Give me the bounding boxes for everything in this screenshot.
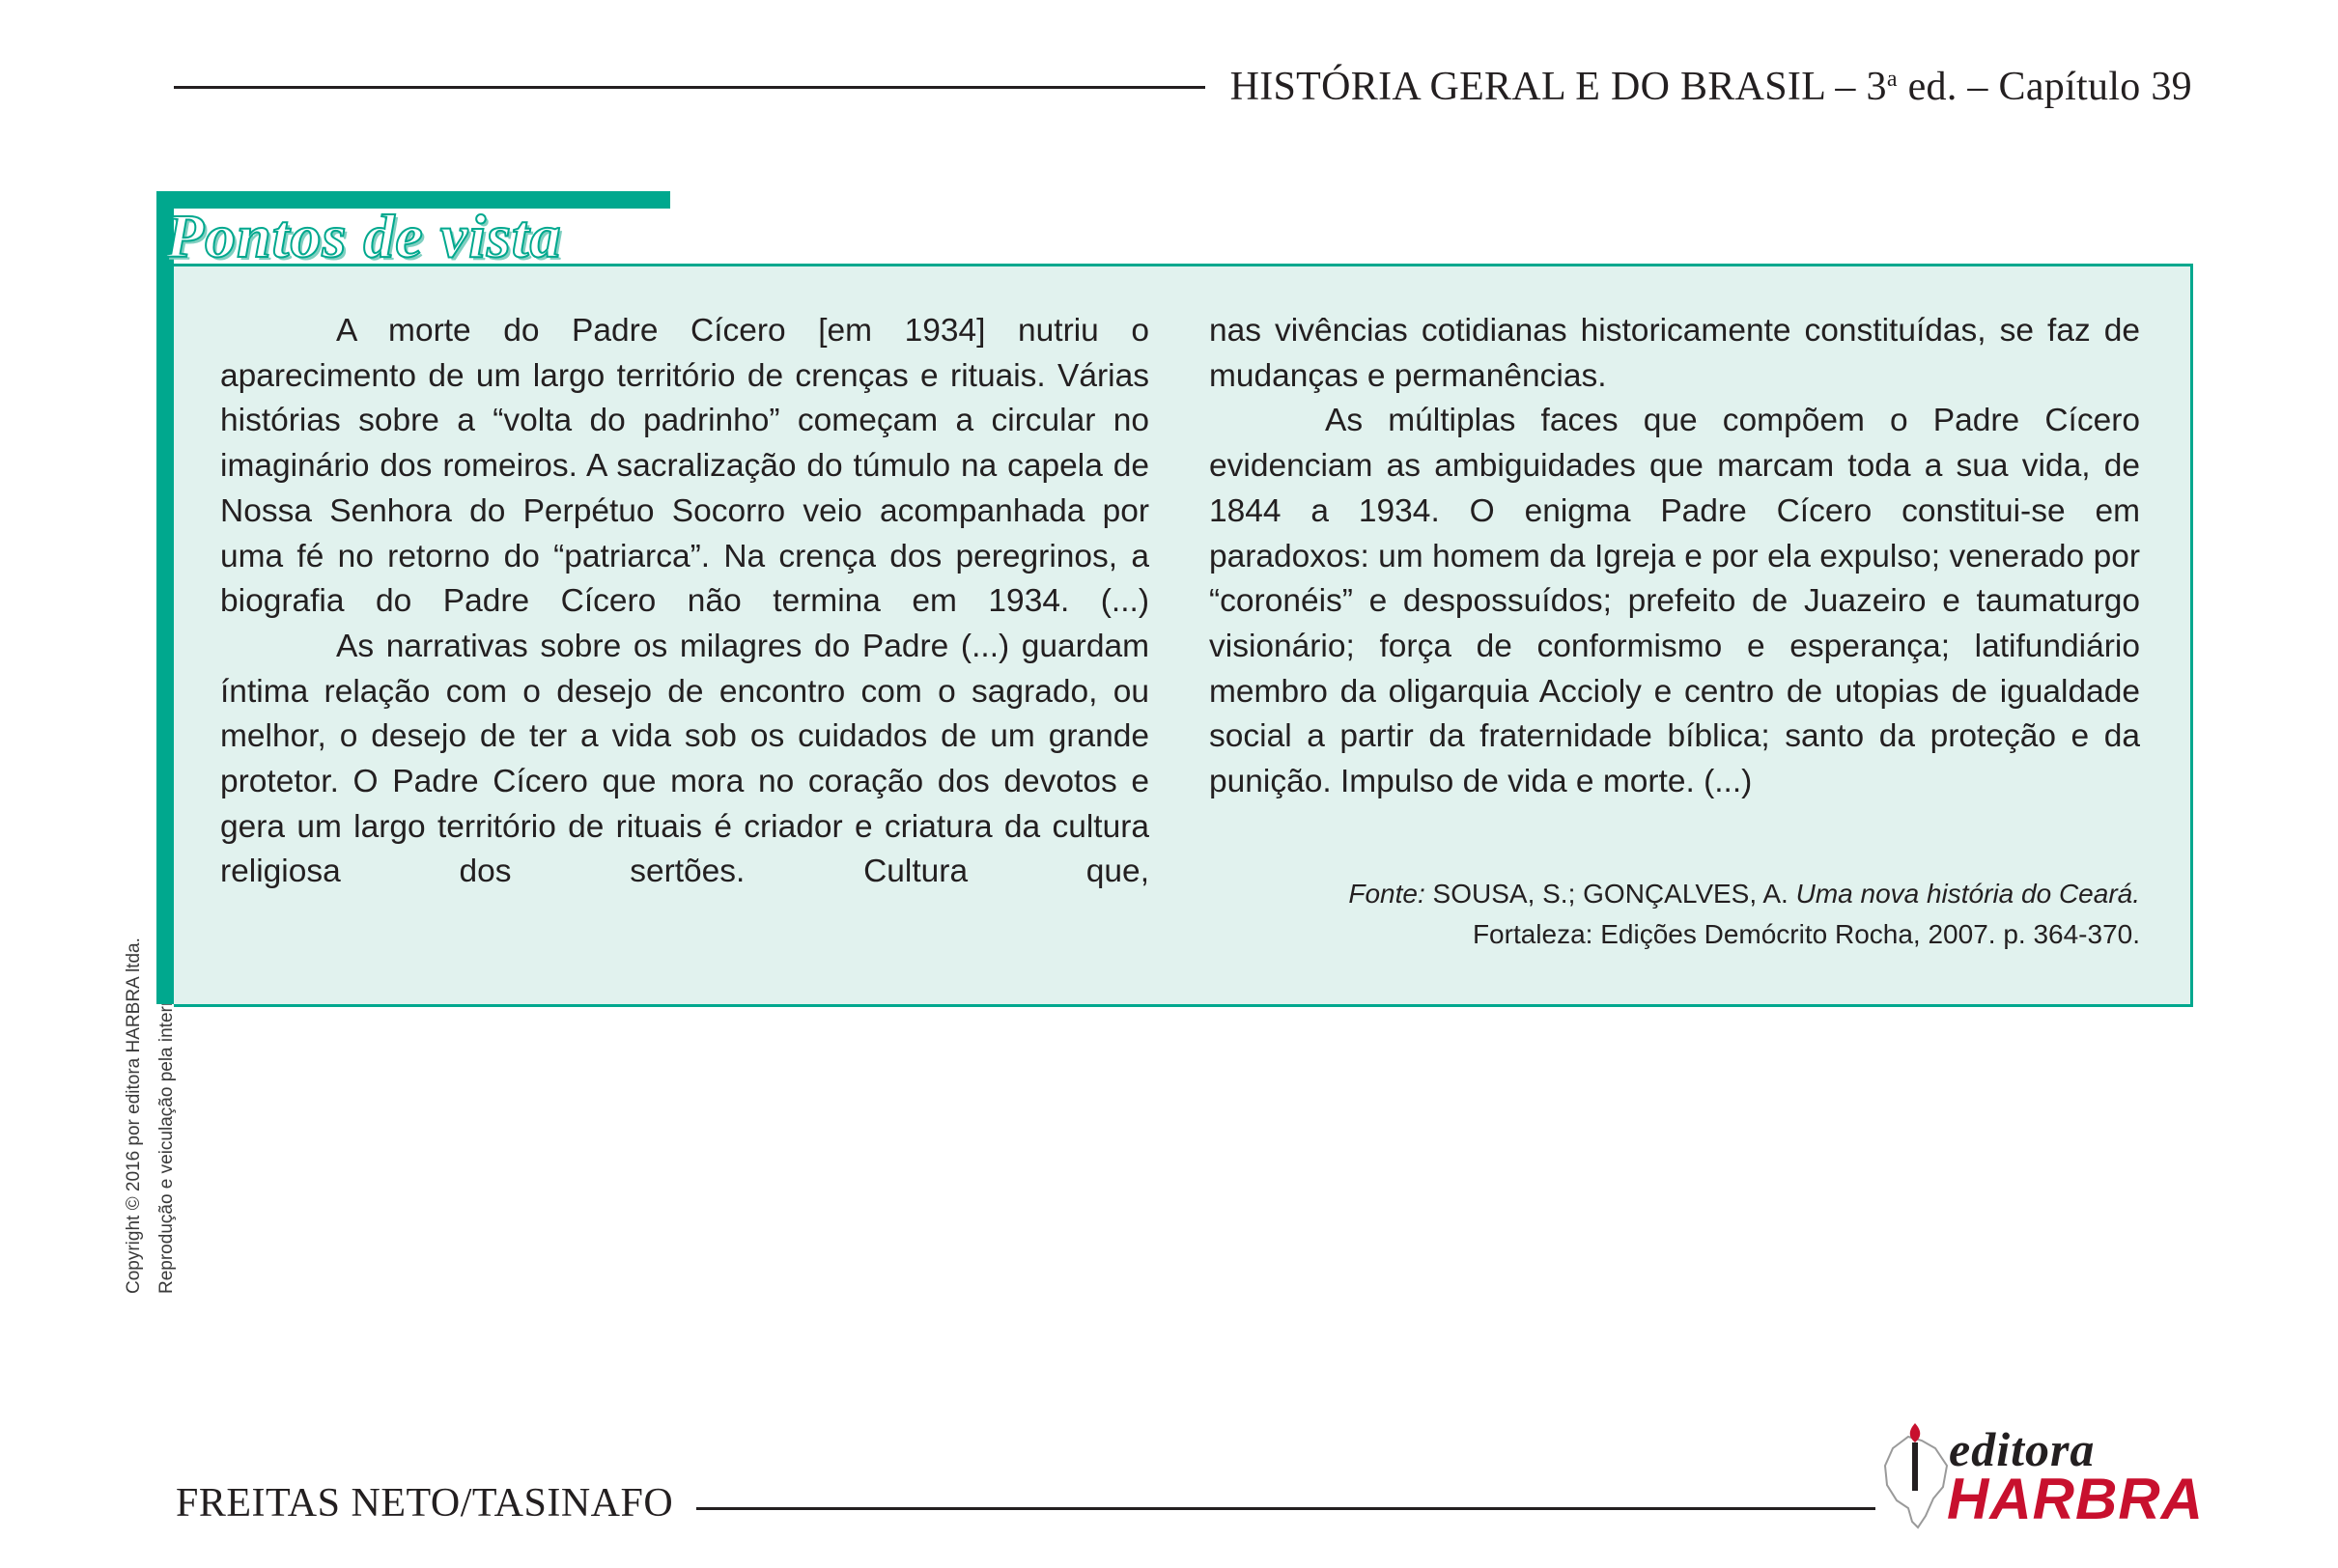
page-title [1230,64,2192,110]
citation-line-2: Fortaleza: Edições Demócrito Rocha, 2007. p. 364-370. [1472,919,2140,949]
source-citation [1209,874,2140,955]
paragraph: A morte do Padre Cícero [em 1934] nutriu o aparecimento de um largo território de crenças e rituais. Várias histórias sobre a “volta do padrinho” começam a circular no imaginário dos romeiros. A sacralização do túmulo na capela de Nossa Senhora do Perpétuo Socorro veio acompanhada por uma fé no retorno do “patriarca”. Na crença dos peregrinos, a biografia do Padre Cícero não termina em 1934. (...) [220,313,1149,620]
citation-line-1 [1209,874,2140,914]
footer-rule [696,1507,1875,1510]
section-title: Pontos de vista [166,202,562,270]
title-rest: ed. – Capítulo 39 [1897,65,2192,109]
harbra-logo [1879,1419,2204,1545]
paragraph: As múltiplas faces que compõem o Padre Cícero evidenciam as ambiguidades que marcam toda a sua vida, de 1844 a 1934. O enigma Padre Cícero constitui-se em paradoxos: um homem da Igreja e por ela expulso; venerado por “coronéis” e despossuídos; prefeito de Juazeiro e taumaturgo visionário; força de conformismo e esperança; latifundiário membro da oligarquia Accioly e centro de utopias de igualdade social a partir da fraternidade bíblica; santo da proteção e da punição. Impulso de vida e morte. (...) [1209,403,2140,800]
source-label: Fonte: [1348,879,1425,909]
page-header [174,58,2192,116]
source-book: Uma nova história do Ceará. [1795,879,2140,909]
logo-brand-text: HARBRA [1947,1467,2204,1531]
paragraph: As narrativas sobre os milagres do Padre (...) guardam íntima relação com o desejo de encontro com o sagrado, ou melhor, o desejo de ter a vida sob os cuidados de um grande protetor. O Padre Cícero que mora no coração dos devotos e gera um largo território de rituais é criador e criatura da cultura religiosa dos sertões. Cultura que, [220,628,1149,890]
page-footer [176,1477,1875,1529]
source-authors: SOUSA, S.; GONÇALVES, A. [1424,879,1796,909]
footer-author: FREITAS NETO/TASINAFO [176,1481,674,1526]
header-rule [174,86,1205,89]
title-main: HISTÓRIA GERAL E DO BRASIL – 3 [1229,65,1887,109]
title-superscript: a [1886,67,1898,92]
text-column-left [220,309,1149,895]
text-column-right [1209,309,2140,805]
copyright-line-2: Reprodução e veiculação pela internet, [156,975,177,1294]
brazil-map-torch-icon [1879,1419,1957,1545]
section-left-bar [156,191,174,1004]
logo-editora-text: editora [1949,1422,2096,1476]
paragraph: nas vivências cotidianas historicamente constituídas, se faz de mudanças e permanências. [1209,313,2140,394]
copyright-line-1: Copyright © 2016 por editora HARBRA ltda. [124,938,144,1294]
